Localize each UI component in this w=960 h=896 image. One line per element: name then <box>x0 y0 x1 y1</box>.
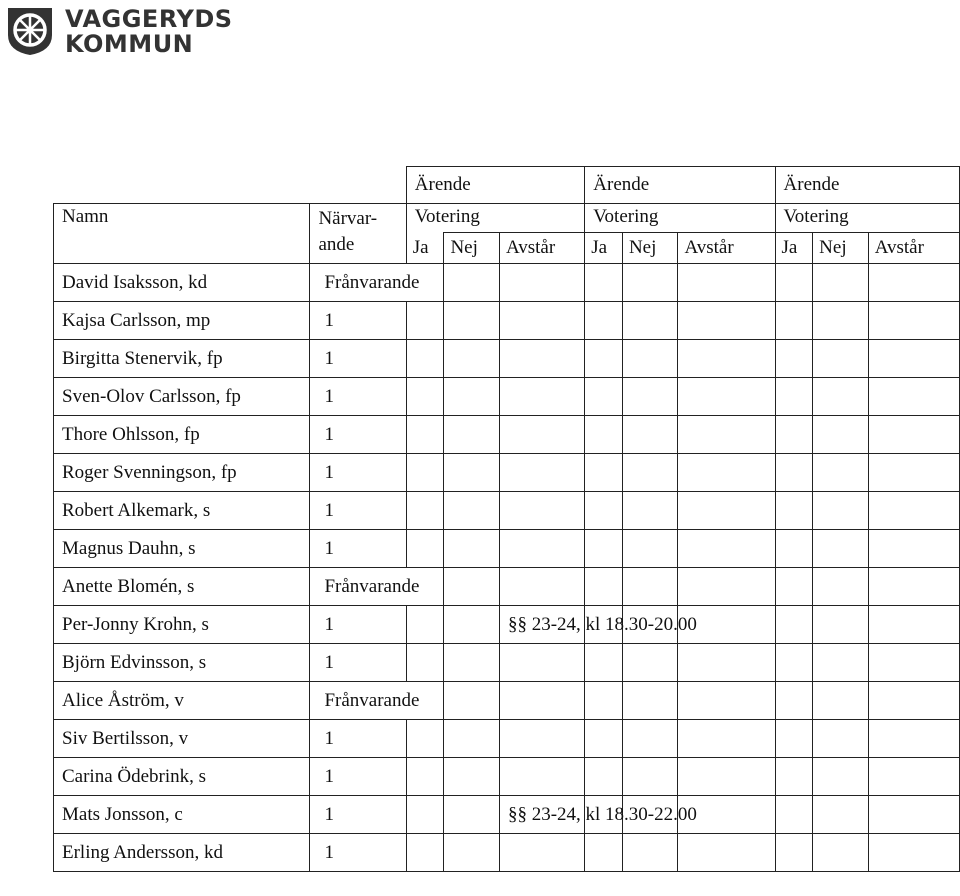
table-row <box>54 796 960 834</box>
member-name: David Isaksson, kd <box>54 264 310 302</box>
vote-cell <box>775 340 813 378</box>
vote-cell <box>622 378 678 416</box>
vote-cell <box>406 454 444 492</box>
vote-cell <box>868 340 959 378</box>
logo-wordmark <box>65 7 233 57</box>
attendance-present: 1 <box>310 340 406 378</box>
vote-cell <box>678 416 775 454</box>
vote-cell <box>678 568 775 606</box>
attendance-absent <box>310 568 420 606</box>
table-row <box>54 682 960 720</box>
vote-cell <box>813 378 869 416</box>
vote-cell <box>622 492 678 530</box>
vote-cell <box>406 492 444 530</box>
vote-cell <box>622 264 678 302</box>
table-row <box>54 834 960 872</box>
vote-cell <box>868 796 959 834</box>
vote-cell <box>868 644 959 682</box>
vote-cell <box>775 606 813 644</box>
vote-cell <box>444 378 500 416</box>
header-arende-3: Ärende <box>775 167 959 204</box>
vote-cell <box>622 568 678 606</box>
header-narvarande-line-1: Närvar- <box>318 208 378 229</box>
vote-cell <box>406 378 444 416</box>
vote-cell <box>499 644 584 682</box>
vote-cell <box>868 454 959 492</box>
vote-cell <box>499 302 584 340</box>
vote-cell <box>585 682 623 720</box>
vote-cell <box>678 720 775 758</box>
table-row <box>54 264 960 302</box>
vote-cell <box>406 758 444 796</box>
attendance-absent <box>310 264 420 302</box>
vote-cell <box>499 720 584 758</box>
header-narvarande-line-2: ande <box>318 234 355 255</box>
attendance-absent-label: Frånvarande <box>324 271 420 293</box>
attendance-note-cell <box>499 606 697 644</box>
vote-cell <box>444 796 500 834</box>
vote-cell <box>775 416 813 454</box>
vote-cell <box>406 340 444 378</box>
vote-cell <box>444 454 500 492</box>
vote-cell <box>678 644 775 682</box>
vote-cell <box>813 796 869 834</box>
vote-cell <box>499 454 584 492</box>
vote-cell <box>585 340 623 378</box>
vote-cell <box>868 416 959 454</box>
attendance-present: 1 <box>310 606 406 644</box>
coat-of-arms-icon <box>5 5 55 57</box>
table-row <box>54 606 960 644</box>
vote-cell <box>813 644 869 682</box>
vote-cell <box>406 530 444 568</box>
logo-line-1: VAGGERYDS <box>65 5 233 33</box>
vote-cell <box>775 834 813 872</box>
vote-cell <box>406 302 444 340</box>
vote-cell <box>585 416 623 454</box>
vote-cell <box>622 530 678 568</box>
vote-cell <box>775 378 813 416</box>
member-name: Birgitta Stenervik, fp <box>54 340 310 378</box>
header-narvarande <box>310 204 406 264</box>
vote-cell <box>813 530 869 568</box>
header-ja-3: Ja <box>775 233 813 264</box>
vote-cell <box>444 492 500 530</box>
vote-cell <box>444 568 500 606</box>
header-row-votering <box>54 204 960 233</box>
vote-cell <box>775 568 813 606</box>
vote-cell <box>406 606 444 644</box>
vote-cell <box>813 568 869 606</box>
vote-cell <box>813 720 869 758</box>
vote-cell <box>444 606 500 644</box>
vote-cell <box>585 264 623 302</box>
vote-cell <box>678 264 775 302</box>
vote-cell <box>444 302 500 340</box>
vote-cell <box>868 378 959 416</box>
voting-table <box>53 166 960 872</box>
header-name: Namn <box>54 204 310 264</box>
vote-cell <box>868 530 959 568</box>
member-name: Thore Ohlsson, fp <box>54 416 310 454</box>
vote-cell <box>813 302 869 340</box>
vote-cell <box>622 758 678 796</box>
member-name: Mats Jonsson, c <box>54 796 310 834</box>
vote-cell <box>499 340 584 378</box>
table-row <box>54 340 960 378</box>
vote-cell <box>678 378 775 416</box>
vote-cell <box>585 378 623 416</box>
vote-cell <box>499 492 584 530</box>
table-row <box>54 644 960 682</box>
vote-cell <box>868 264 959 302</box>
vote-cell <box>868 492 959 530</box>
vote-cell <box>868 720 959 758</box>
attendance-present: 1 <box>310 834 406 872</box>
attendance-present: 1 <box>310 492 406 530</box>
vote-cell <box>444 720 500 758</box>
table-row <box>54 530 960 568</box>
vote-cell <box>622 834 678 872</box>
member-name: Sven-Olov Carlsson, fp <box>54 378 310 416</box>
header-avstar-2: Avstår <box>678 233 775 264</box>
vote-cell <box>406 834 444 872</box>
vote-cell <box>775 492 813 530</box>
table-row <box>54 492 960 530</box>
vote-cell <box>678 302 775 340</box>
vote-cell <box>868 758 959 796</box>
vote-cell <box>406 416 444 454</box>
vote-cell <box>813 340 869 378</box>
vote-cell <box>444 264 500 302</box>
header-votering-3: Votering <box>775 204 959 233</box>
vote-cell <box>775 758 813 796</box>
attendance-present: 1 <box>310 530 406 568</box>
table-row <box>54 568 960 606</box>
vote-cell <box>406 644 444 682</box>
vote-cell <box>406 720 444 758</box>
vote-cell <box>499 264 584 302</box>
vote-cell <box>406 796 444 834</box>
vote-cell <box>775 720 813 758</box>
vote-cell <box>678 340 775 378</box>
header-votering-1: Votering <box>406 204 585 233</box>
table-row <box>54 758 960 796</box>
vote-cell <box>775 302 813 340</box>
vote-cell <box>678 834 775 872</box>
vote-cell <box>813 264 869 302</box>
vote-cell <box>868 302 959 340</box>
member-name: Siv Bertilsson, v <box>54 720 310 758</box>
member-name: Robert Alkemark, s <box>54 492 310 530</box>
vote-cell <box>622 302 678 340</box>
vote-cell <box>444 416 500 454</box>
vote-cell <box>678 530 775 568</box>
header-row-arende <box>54 167 960 204</box>
attendance-present: 1 <box>310 378 406 416</box>
vote-cell <box>775 682 813 720</box>
vote-cell <box>622 720 678 758</box>
vote-cell <box>585 834 623 872</box>
vote-cell <box>813 834 869 872</box>
vote-cell <box>678 492 775 530</box>
vote-cell <box>499 834 584 872</box>
header-nej-3: Nej <box>813 233 869 264</box>
vote-cell <box>585 720 623 758</box>
member-name: Carina Ödebrink, s <box>54 758 310 796</box>
member-name: Per-Jonny Krohn, s <box>54 606 310 644</box>
header-ja-2: Ja <box>585 233 623 264</box>
vote-cell <box>813 758 869 796</box>
table-row <box>54 720 960 758</box>
vote-cell <box>775 796 813 834</box>
vote-cell <box>813 492 869 530</box>
vote-cell <box>499 378 584 416</box>
vote-cell <box>444 682 500 720</box>
attendance-present: 1 <box>310 644 406 682</box>
vote-cell <box>775 644 813 682</box>
logo-line-2: KOMMUN <box>65 30 194 58</box>
vote-cell <box>444 834 500 872</box>
header-nej-1: Nej <box>444 233 500 264</box>
vote-cell <box>813 454 869 492</box>
vote-cell <box>622 454 678 492</box>
vote-cell <box>622 644 678 682</box>
member-name: Roger Svenningson, fp <box>54 454 310 492</box>
vote-cell <box>444 644 500 682</box>
vote-cell <box>499 530 584 568</box>
vote-cell <box>585 302 623 340</box>
attendance-present: 1 <box>310 302 406 340</box>
vote-cell <box>499 568 584 606</box>
vote-cell <box>622 340 678 378</box>
table-row <box>54 416 960 454</box>
attendance-absent <box>310 682 420 720</box>
vote-cell <box>444 530 500 568</box>
vote-cell <box>585 530 623 568</box>
header-votering-2: Votering <box>585 204 775 233</box>
table-row <box>54 378 960 416</box>
vote-cell <box>585 492 623 530</box>
attendance-note: §§ 23-24, kl 18.30-22.00 <box>507 803 697 825</box>
vote-cell <box>585 644 623 682</box>
header-spacer <box>54 167 407 204</box>
attendance-note-cell <box>499 796 697 834</box>
vote-cell <box>622 416 678 454</box>
vote-cell <box>868 682 959 720</box>
attendance-present: 1 <box>310 758 406 796</box>
vote-cell <box>585 454 623 492</box>
vote-cell <box>585 568 623 606</box>
vote-cell <box>678 758 775 796</box>
attendance-present: 1 <box>310 416 406 454</box>
vote-cell <box>775 530 813 568</box>
vote-cell <box>775 454 813 492</box>
vote-cell <box>868 606 959 644</box>
vote-cell <box>499 416 584 454</box>
vote-cell <box>622 682 678 720</box>
header-avstar-3: Avstår <box>868 233 959 264</box>
member-name: Björn Edvinsson, s <box>54 644 310 682</box>
vote-cell <box>499 758 584 796</box>
member-name: Kajsa Carlsson, mp <box>54 302 310 340</box>
member-name: Magnus Dauhn, s <box>54 530 310 568</box>
member-name: Erling Andersson, kd <box>54 834 310 872</box>
attendance-present: 1 <box>310 720 406 758</box>
attendance-present: 1 <box>310 796 406 834</box>
vote-cell <box>813 416 869 454</box>
header-arende-1: Ärende <box>406 167 585 204</box>
member-name: Anette Blomén, s <box>54 568 310 606</box>
attendance-absent-label: Frånvarande <box>324 575 420 597</box>
header-avstar-1: Avstår <box>499 233 584 264</box>
vote-cell <box>678 682 775 720</box>
vote-cell <box>444 340 500 378</box>
vote-cell <box>585 758 623 796</box>
header-nej-2: Nej <box>622 233 678 264</box>
vote-cell <box>775 264 813 302</box>
table-row <box>54 302 960 340</box>
header-arende-2: Ärende <box>585 167 775 204</box>
vote-cell <box>813 606 869 644</box>
vote-cell <box>868 568 959 606</box>
table-row <box>54 454 960 492</box>
attendance-note: §§ 23-24, kl 18.30-20.00 <box>507 613 697 635</box>
attendance-absent-label: Frånvarande <box>324 689 420 711</box>
header-ja-1: Ja <box>406 233 444 264</box>
member-name: Alice Åström, v <box>54 682 310 720</box>
vote-cell <box>499 682 584 720</box>
vote-cell <box>813 682 869 720</box>
vote-cell <box>868 834 959 872</box>
attendance-present: 1 <box>310 454 406 492</box>
vaggeryds-kommun-logo <box>5 5 233 61</box>
vote-cell <box>444 758 500 796</box>
vote-cell <box>678 454 775 492</box>
